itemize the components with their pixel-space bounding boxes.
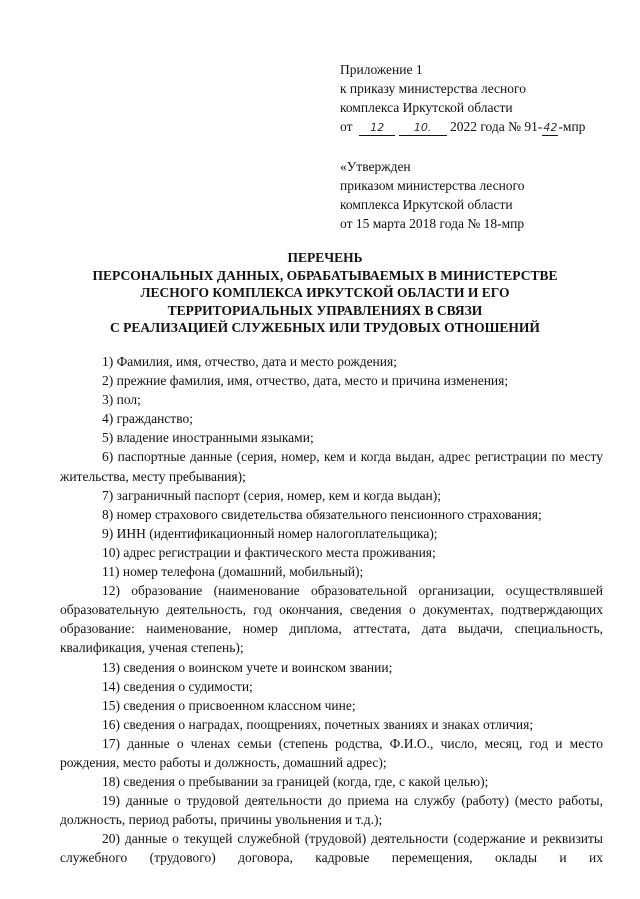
appendix-title: Приложение 1 xyxy=(340,62,423,77)
list-item: 6) паспортные данные (серия, номер, кем и когда выдан, адрес регистрации по месту жительства, месту пребывания); xyxy=(60,449,603,484)
list-item: 2) прежние фамилия, имя, отчество, дата, место и причина изменения; xyxy=(102,373,509,389)
list-item: 16) сведения о наградах, поощрениях, почетных званиях и знаках отличия; xyxy=(102,716,534,732)
items-list xyxy=(60,352,603,868)
list-item: 15) сведения о присвоенном классном чине; xyxy=(102,697,356,713)
appendix-ministry-line: комплекса Иркутской области xyxy=(340,100,513,115)
list-item: 11) номер телефона (домашний, мобильный); xyxy=(102,564,364,580)
title-line-5: С РЕАЛИЗАЦИЕЙ СЛУЖЕБНЫХ ИЛИ ТРУДОВЫХ ОТНОШЕНИЙ xyxy=(110,320,540,335)
list-item: 3) пол; xyxy=(102,392,141,408)
approval-heading: «Утвержден xyxy=(340,159,411,174)
appendix-block xyxy=(340,60,630,233)
title-line-4: ТЕРРИТОРИАЛЬНЫХ УПРАВЛЕНИЯХ В СВЯЗИ xyxy=(167,302,483,318)
title-line-1: ПЕРЕЧЕНЬ xyxy=(287,250,363,265)
list-item: 14) сведения о судимости; xyxy=(102,678,253,694)
approval-ministry-line: комплекса Иркутской области xyxy=(340,197,513,212)
date-suffix: -мпр xyxy=(558,119,586,134)
approval-order-line: приказом министерства лесного xyxy=(340,178,525,193)
document-title xyxy=(30,249,620,337)
list-item: 10) адрес регистрации и фактического места проживания; xyxy=(102,544,436,560)
handwritten-number: 42 xyxy=(543,121,558,134)
appendix-date-line xyxy=(340,117,630,136)
list-item: 5) владение иностранными языками; xyxy=(102,430,314,446)
list-item: 17) данные о членах семьи (степень родства, Ф.И.О., число, месяц, год и место рождения, место работы и должность, домашний адрес); xyxy=(60,735,603,770)
list-item: 1) Фамилия, имя, отчество, дата и место рождения; xyxy=(102,354,397,369)
appendix-order-line: к приказу министерства лесного xyxy=(340,81,526,96)
list-item: 20) данные о текущей служебной (трудовой) деятельности (содержание и реквизиты служебного (трудового) договора, кадровые перемещения, оклады и их xyxy=(60,831,603,866)
handwritten-month: 10. xyxy=(399,121,447,136)
title-line-2: ПЕРСОНАЛЬНЫХ ДАННЫХ, ОБРАБАТЫВАЕМЫХ В МИНИСТЕРСТВЕ xyxy=(92,267,558,283)
list-item: 18) сведения о пребывании за границей (когда, где, с какой целью); xyxy=(102,774,489,790)
approval-date-line: от 15 марта 2018 года № 18-мпр xyxy=(340,216,525,231)
date-year: 2022 года № 91- xyxy=(449,119,543,134)
date-prefix: от xyxy=(340,119,353,134)
list-item: 19) данные о трудовой деятельности до приема на службу (работу) (место работы, должность, период работы, причины увольнения и т.д.); xyxy=(60,793,603,828)
title-line-3: ЛЕСНОГО КОМПЛЕКСА ИРКУТСКОЙ ОБЛАСТИ И ЕГО xyxy=(140,285,510,300)
handwritten-day: 12 xyxy=(359,121,395,136)
list-item: 7) заграничный паспорт (серия, номер, кем и когда выдан); xyxy=(102,487,441,503)
list-item: 8) номер страхового свидетельства обязательного пенсионного страхования; xyxy=(102,506,542,522)
list-item: 12) образование (наименование образовательной организации, осуществлявшей образовательную деятельность, год окончания, сведения о документах, подтверждающих образование: наименование, номер диплома, аттестата, дата выдачи, специальность, квалификация, ученая степень); xyxy=(60,583,603,656)
list-item: 4) гражданство; xyxy=(102,411,193,427)
list-item: 13) сведения о воинском учете и воинском звании; xyxy=(102,659,393,675)
list-item: 9) ИНН (идентификационный номер налогоплательщика); xyxy=(102,525,438,541)
